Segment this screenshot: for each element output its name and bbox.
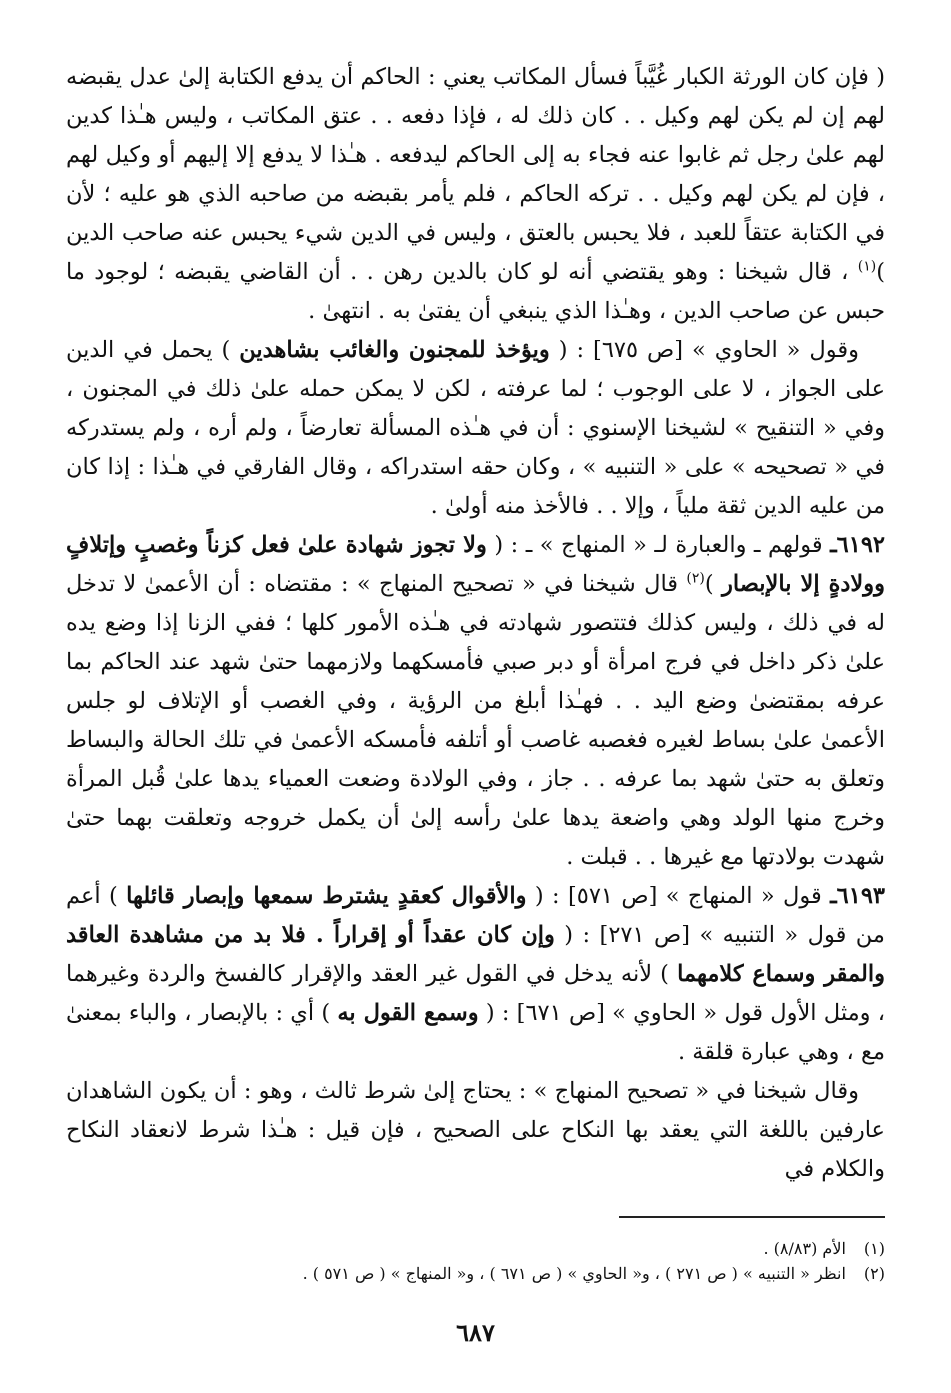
footnote-number: (٢) xyxy=(863,1264,885,1283)
paragraph xyxy=(66,1072,885,1189)
text-run: قولهم ـ والعبارة لـ « المنهاج » ـ : ( xyxy=(486,532,831,558)
quoted-text-bold: ولا تجوز شهادة علىٰ فعل كزناً وغصبٍ وإتلافٍ وولادةٍ إلا بالإبصار xyxy=(66,532,885,597)
quoted-text-bold: ويؤخذ للمجنون والغائب بشاهدين xyxy=(239,337,550,363)
paragraph xyxy=(66,58,885,331)
text-run: ) لأنه يدخل في القول غير العقد والإقرار كالفسخ والردة وغيرهما ، ومثل الأول قول « الحاوي » [ص ٦٧١] : ( xyxy=(66,961,886,1026)
text-run: ) xyxy=(704,571,723,597)
paragraph xyxy=(66,331,885,526)
text-run: قال شيخنا في « تصحيح المنهاج » : مقتضاه : أن الأعمىٰ لا تدخل له في ذلك ، وليس كذلك فتتصور شهادته في هـٰذه الأمور كلها ؛ ففي الزنا إذا وضع يده علىٰ ذكر داخل في فرج امرأة أو دبر صبي فأمسكهما ولازمهما حتىٰ شهد عند الحاكم بما عرفه بمقتضىٰ وضع اليد . . فهـٰذا أبلغ من الرؤية ، وفي الغصب أو الإتلاف لو جلس الأعمىٰ علىٰ بساط لغيره فغصبه غاصب أو أتلفه فأمسكه الأعمىٰ في تلك الحالة والبساط وتعلق به حتىٰ شهد بما عرفه . . جاز ، وفي الولادة وضعت العمياء يدها علىٰ قُبل المرأة وخرج منها الولد وهي واضعة يدها علىٰ رأسه إلىٰ أن يكمل خروجه وتعلقت بهما حتىٰ شهدت بولادتها مع غيرها . . قبلت . xyxy=(66,571,885,870)
footnote-reference: (١) xyxy=(857,258,877,275)
quoted-text-bold: وإن كان عقداً أو إقراراً . فلا بد من مشاهدة العاقد والمقر وسماع كلامهما xyxy=(66,922,885,987)
text-run: قول « المنهاج » [ص ٥٧١] : ( xyxy=(526,883,831,909)
footnote-number: (١) xyxy=(863,1239,885,1258)
text-run: ( فإن كان الورثة الكبار غُيَّباً فسأل المكاتب يعني : الحاكم أن يدفع الكتابة إلىٰ عدل يقبضه لهم إن لم يكن لهم وكيل . . كان ذلك له ، فإذا دفعه . . عتق المكاتب ، وليس هـٰذا كدين لهم علىٰ رجل ثم غابوا عنه فجاء به إلى الحاكم ليدفعه . هـٰذا لا يدفع إلا إليهم أو وكيل لهم ، فإن لم يكن لهم وكيل . . تركه الحاكم ، فلم يأمر بقبضه من صاحبه الذي هو عليه ؛ لأن في الكتابة عتقاً للعبد ، فلا يحبس بالعتق ، وليس في الدين شيء يحبس عنه صاحب الدين ) xyxy=(66,64,885,285)
quoted-text-bold: ٦١٩٢ـ xyxy=(830,532,885,558)
text-run: ) يحمل في الدين على الجواز ، لا على الوجوب ؛ لما عرفته ، لكن لا يمكن حمله علىٰ ذلك في المجنون ، وفي « التنقيح » لشيخنا الإسنوي : أن في هـٰذه المسألة تعارضاً ، ولم أره ، ولم يستدركه في « تصحيحه » على « التنبيه » ، وكان حقه استدراكه ، وقال الفارقي في هـٰذا : إذا كان من عليه الدين ثقة ملياً ، وإلا . . فالأخذ منه أولىٰ . xyxy=(66,337,885,519)
text-run: ، قال شيخنا : وهو يقتضي أنه لو كان بالدين رهن . . أن القاضي يقبضه ؛ لوجود ما حبس عن صاحب الدين ، وهـٰذا الذي ينبغي أن يفتىٰ به . انتهىٰ . xyxy=(66,259,885,324)
page-number: ٦٨٧ xyxy=(456,1318,495,1347)
quoted-text-bold: ٦١٩٣ـ xyxy=(830,883,886,909)
paragraph xyxy=(66,526,885,877)
footnote-text: الأم (٨/٨٣) . xyxy=(763,1239,846,1258)
footnote-text: انظر « التنبيه » ( ص ٢٧١ ) ، و« الحاوي » ( ص ٦٧١ ) ، و« المنهاج » ( ص ٥٧١ ) . xyxy=(302,1264,846,1283)
footnote-1 xyxy=(66,1236,885,1261)
footnote-2 xyxy=(66,1261,885,1286)
text-run: ) أعم من قول « التنبيه » [ص ٢٧١] : ( xyxy=(66,883,885,948)
footnote-reference: (٢) xyxy=(686,570,705,587)
quoted-text-bold: والأقوال كعقدٍ يشترط سمعها وإبصار قائلها xyxy=(126,883,527,909)
paragraph xyxy=(66,877,885,1072)
text-run: ) أي : بالإبصار ، والباء بمعنىٰ مع ، وهي عبارة قلقة . xyxy=(66,1000,885,1065)
text-run: وقول « الحاوي » [ص ٦٧٥] : ( xyxy=(549,337,859,363)
text-run: وقال شيخنا في « تصحيح المنهاج » : يحتاج إلىٰ شرط ثالث ، وهو : أن يكون الشاهدان عارفين باللغة التي يعقد بها النكاح على الصحيح ، فإن قيل : هـٰذا شرط لانعقاد النكاح والكلام في xyxy=(66,1078,885,1182)
footnote-divider xyxy=(619,1216,885,1218)
quoted-text-bold: وسمع القول به xyxy=(337,1000,479,1026)
footnotes xyxy=(66,1236,885,1286)
main-text xyxy=(66,58,885,1189)
